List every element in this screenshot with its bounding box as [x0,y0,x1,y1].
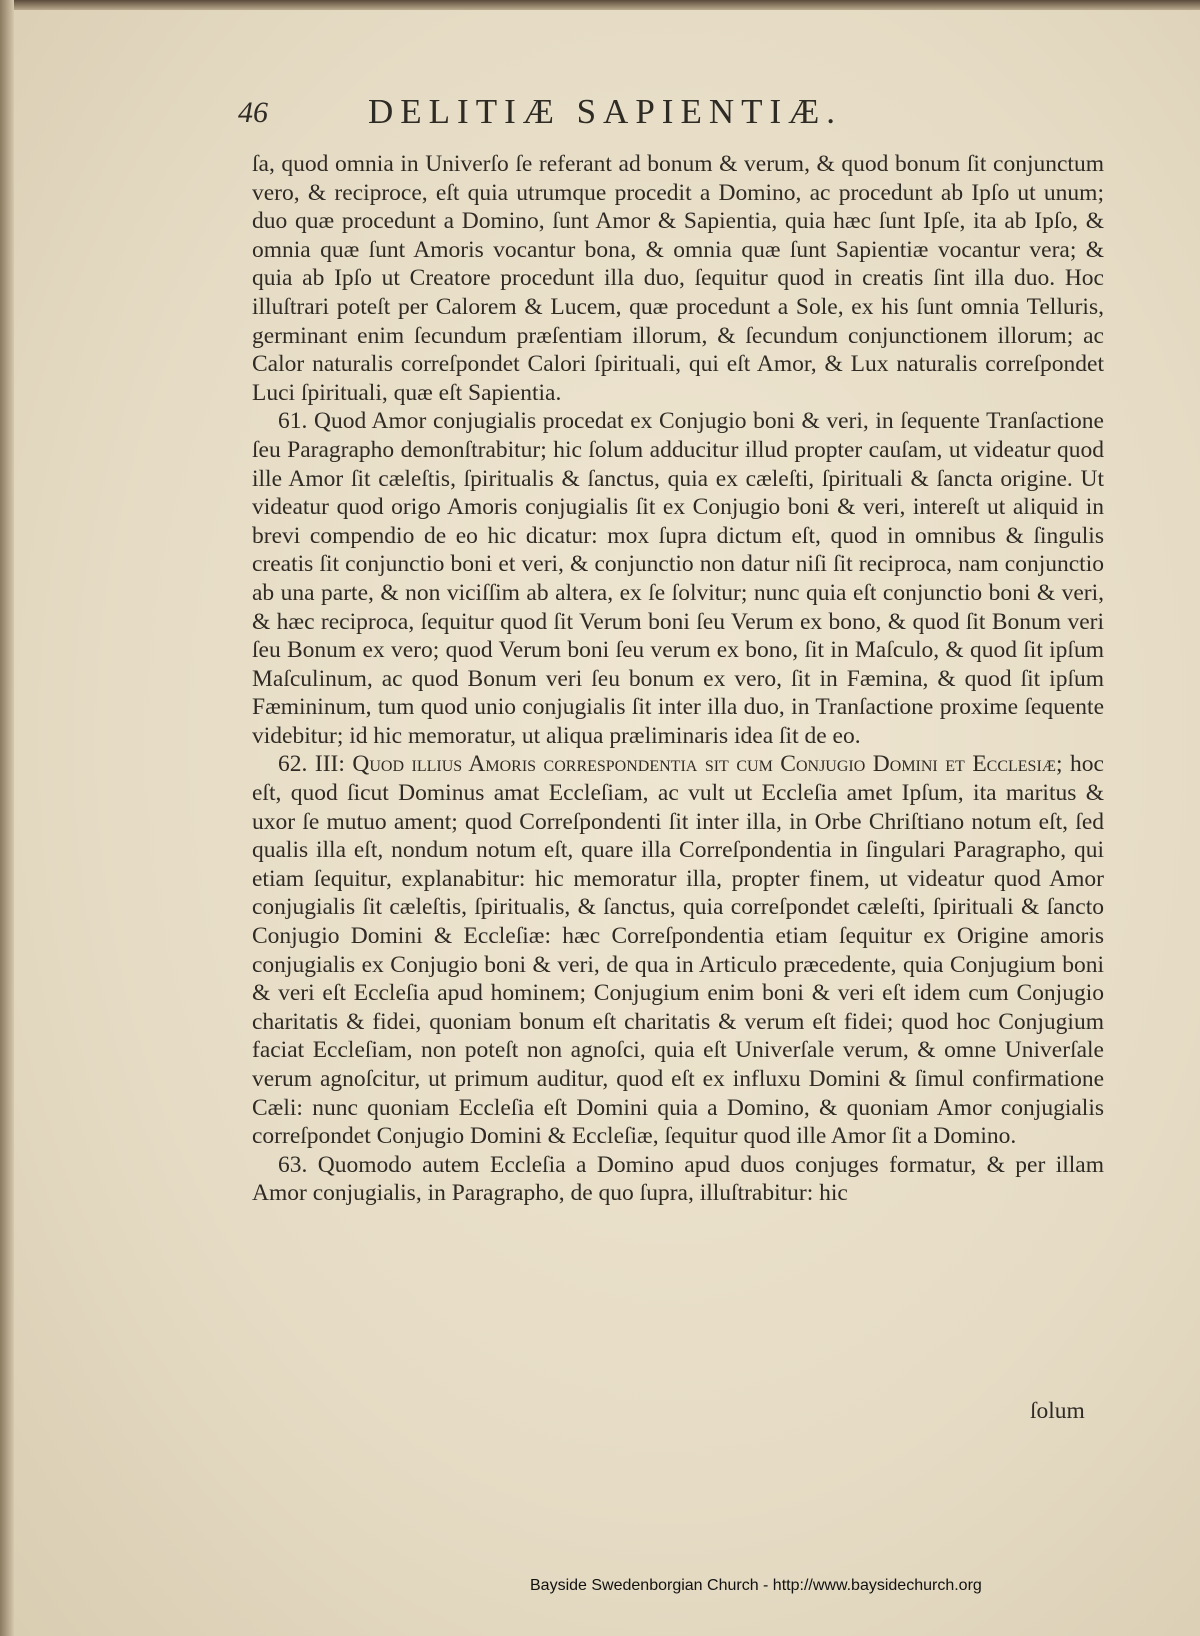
paragraph-62-heading: Quod illius Amoris correspondentia sit cum Conjugio Domini et Ecclesiæ [352,751,1057,778]
top-page-edge [0,0,1200,10]
catchword: ſolum [1030,1398,1085,1424]
paragraph-62-number: 62. III: [278,751,353,778]
running-head: DELITIÆ SAPIENTIÆ. [368,92,843,131]
footer-credit: Bayside Swedenborgian Church - http://www.baysidechurch.org [530,1577,982,1594]
binding-edge [0,0,14,1636]
paragraph-62-text: ; hoc eſt, quod ſicut Dominus amat Eccleſiam, ac vult ut Eccleſia amet Ipſum, ita maritus & uxor ſe mutuo ament; quod Correſpondenti ſit inter illa, in Orbe Chriſtiano notum eſt, ſed qualis illa eſt, nondum notum eſt, quare illa Correſpondentia in ſingulari Paragrapho, qui etiam ſequitur, explanabitur: hic memoratur illa, propter finem, ut videatur quod Amor conjugialis ſit cæleſtis, ſpiritualis, & ſanctus, quia correſpondet cæleſti, ſpirituali & ſancto Conjugio Domini & Eccleſiæ: hæc Correſpondentia etiam ſequitur ex Origine amoris conjugialis ex Conjugio boni & veri, de qua in Articulo præcedente, quia Conjugium boni & veri eſt Eccleſia apud hominem; Conjugium enim boni & veri eſt idem cum Conjugio charitatis & fidei, quoniam bonum eſt charitatis & verum eſt fidei; quod hoc Conjugium faciat Eccleſiam, non poteſt non agnoſci, quia eſt Univerſale verum, & omne Univerſale verum agnoſcitur, ut primum auditur, quod eſt ex influxu Domini & ſimul confirmatione Cæli: nunc quoniam Eccleſia eſt Domini quia a Domino, & quoniam Amor conjugialis correſpondet Conjugio Domini & Eccleſiæ, ſequitur quod ille Amor ſit a Domino. [252,751,1104,1150]
body-text [252,150,1104,1208]
paragraph-61: 61. Quod Amor conjugialis procedat ex Conjugio boni & veri, in ſequente Tranſactione ſeu Paragrapho demonſtrabitur; hic ſolum adducitur illud propter cauſam, ut videatur quod ille Amor ſit cæleſtis, ſpiritualis & ſanctus, quia ex cæleſti, ſpirituali & ſancta origine. Ut videatur quod origo Amoris conjugialis ſit ex Conjugio boni & veri, intereſt ut aliquid in brevi compendio de eo hic dicatur: mox ſupra dictum eſt, quod in omnibus & ſingulis creatis ſit conjunctio boni et veri, & conjunctio non datur niſi ſit reciproca, nam conjunctio ab una parte, & non viciſſim ab altera, ex ſe ſolvitur; nunc quia eſt conjunctio boni & veri, & hæc reciproca, ſequitur quod ſit Verum boni ſeu Verum ex bono, & quod ſit Bonum veri ſeu Bonum ex vero; quod Verum boni ſeu verum ex bono, ſit in Maſculo, & quod ſit ipſum Maſculinum, ac quod Bonum veri ſeu bonum ex vero, ſit in Fæmina, & quod ſit ipſum Fæmininum, tum quod unio conjugialis ſit inter illa duo, in Tranſactione proxime ſequente videbitur; id hic memoratur, ut aliqua præliminaris idea ſit de eo. [252,408,1104,749]
paragraph-62 [252,750,1104,1150]
paragraph-63: 63. Quomodo autem Eccleſia a Domino apud duos conjuges formatur, & per illam Amor conjugialis, in Paragrapho, de quo ſupra, illuſtrabitur: hic [252,1151,1104,1207]
paragraph-60-continued: ſa, quod omnia in Univerſo ſe referant ad bonum & verum, & quod bonum ſit conjunctum vero, & reciproce, eſt quia utrumque procedit a Domino, ac procedunt ab Ipſo ut unum; duo quæ procedunt a Domino, ſunt Amor & Sapientia, quia hæc ſunt Ipſe, ita ab Ipſo, & omnia quæ ſunt Amoris vocantur bona, & omnia quæ ſunt Sapientiæ vocantur vera; & quia ab Ipſo ut Creatore procedunt illa duo, ſequitur quod in creatis ſint illa duo. Hoc illuſtrari poteſt per Calorem & Lucem, quæ procedunt a Sole, ex his ſunt omnia Telluris, germinant enim ſecundum præſentiam illorum, & ſecundum conjunctionem illorum; ac Calor naturalis correſpondet Calori ſpirituali, qui eſt Amor, & Lux naturalis correſpondet Luci ſpirituali, quæ eſt Sapientia. [252,151,1104,406]
page-number: 46 [238,96,268,129]
